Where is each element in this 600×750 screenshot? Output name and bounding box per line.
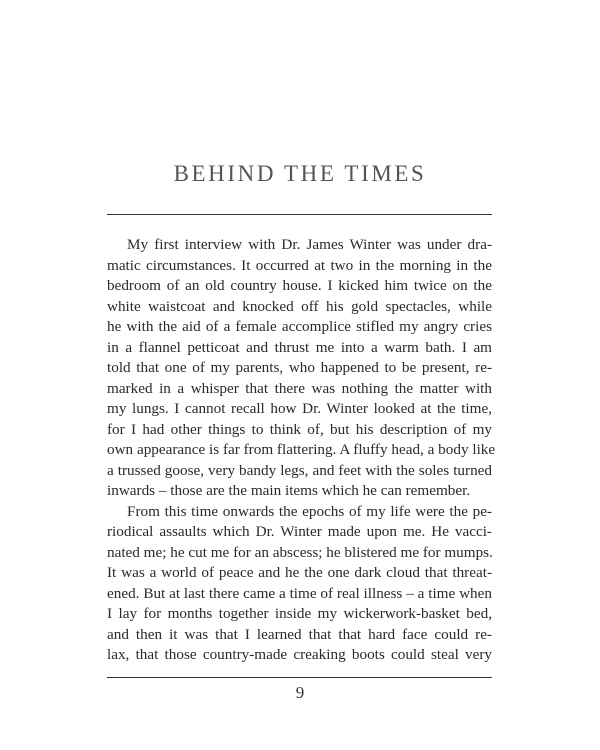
text-line: bedroom of an old country house. I kicked him twice on the: [107, 277, 492, 294]
text-line: and then it was that I learned that that hard face could re-: [107, 625, 492, 643]
text-line: in a flannel petticoat and thrust me into a warm bath. I am: [107, 338, 492, 356]
chapter-title: BEHIND THE TIMES: [173, 161, 427, 186]
title-rule: [107, 214, 492, 215]
text-line: my lungs. I cannot recall how Dr. Winter looked at the time,: [107, 400, 492, 417]
text-line: marked in a whisper that there was nothing the matter with: [107, 379, 492, 397]
text-line: white waistcoat and knocked off his gold spectacles, while: [107, 297, 492, 315]
text-line: nated me; he cut me for an abscess; he blistered me for mumps.: [107, 543, 493, 561]
body-text: [107, 235, 496, 666]
text-line: own appearance is far from flattering. A fluffy head, a body like: [107, 441, 496, 458]
text-line: I lay for months together inside my wickerwork-basket bed,: [107, 605, 492, 622]
page-number: 9: [295, 683, 305, 702]
text-line: inwards – those are the main items which he can remember.: [107, 482, 471, 499]
text-line: lax, that those country-made creaking boots could steal very: [107, 646, 492, 663]
text-line: told that one of my parents, who happened to be present, re-: [107, 359, 492, 376]
text-line: a trussed goose, very bandy legs, and feet with the soles turned: [107, 461, 492, 479]
text-line: ened. But at last there came a time of real illness – a time when: [107, 584, 492, 602]
text-line: riodical assaults which Dr. Winter made upon me. He vacci-: [107, 523, 492, 540]
text-line: he with the aid of a female accomplice stifled my angry cries: [107, 318, 492, 335]
footer-rule: [107, 677, 492, 678]
text-line: My first interview with Dr. James Winter was under dra-: [127, 236, 492, 253]
text-line: for I had other things to think of, but his description of my: [107, 420, 492, 438]
text-line: It was a world of peace and he the one dark cloud that threat-: [107, 564, 492, 581]
text-line: From this time onwards the epochs of my life were the pe-: [127, 502, 492, 520]
text-line: matic circumstances. It occurred at two in the morning in the: [107, 256, 492, 274]
